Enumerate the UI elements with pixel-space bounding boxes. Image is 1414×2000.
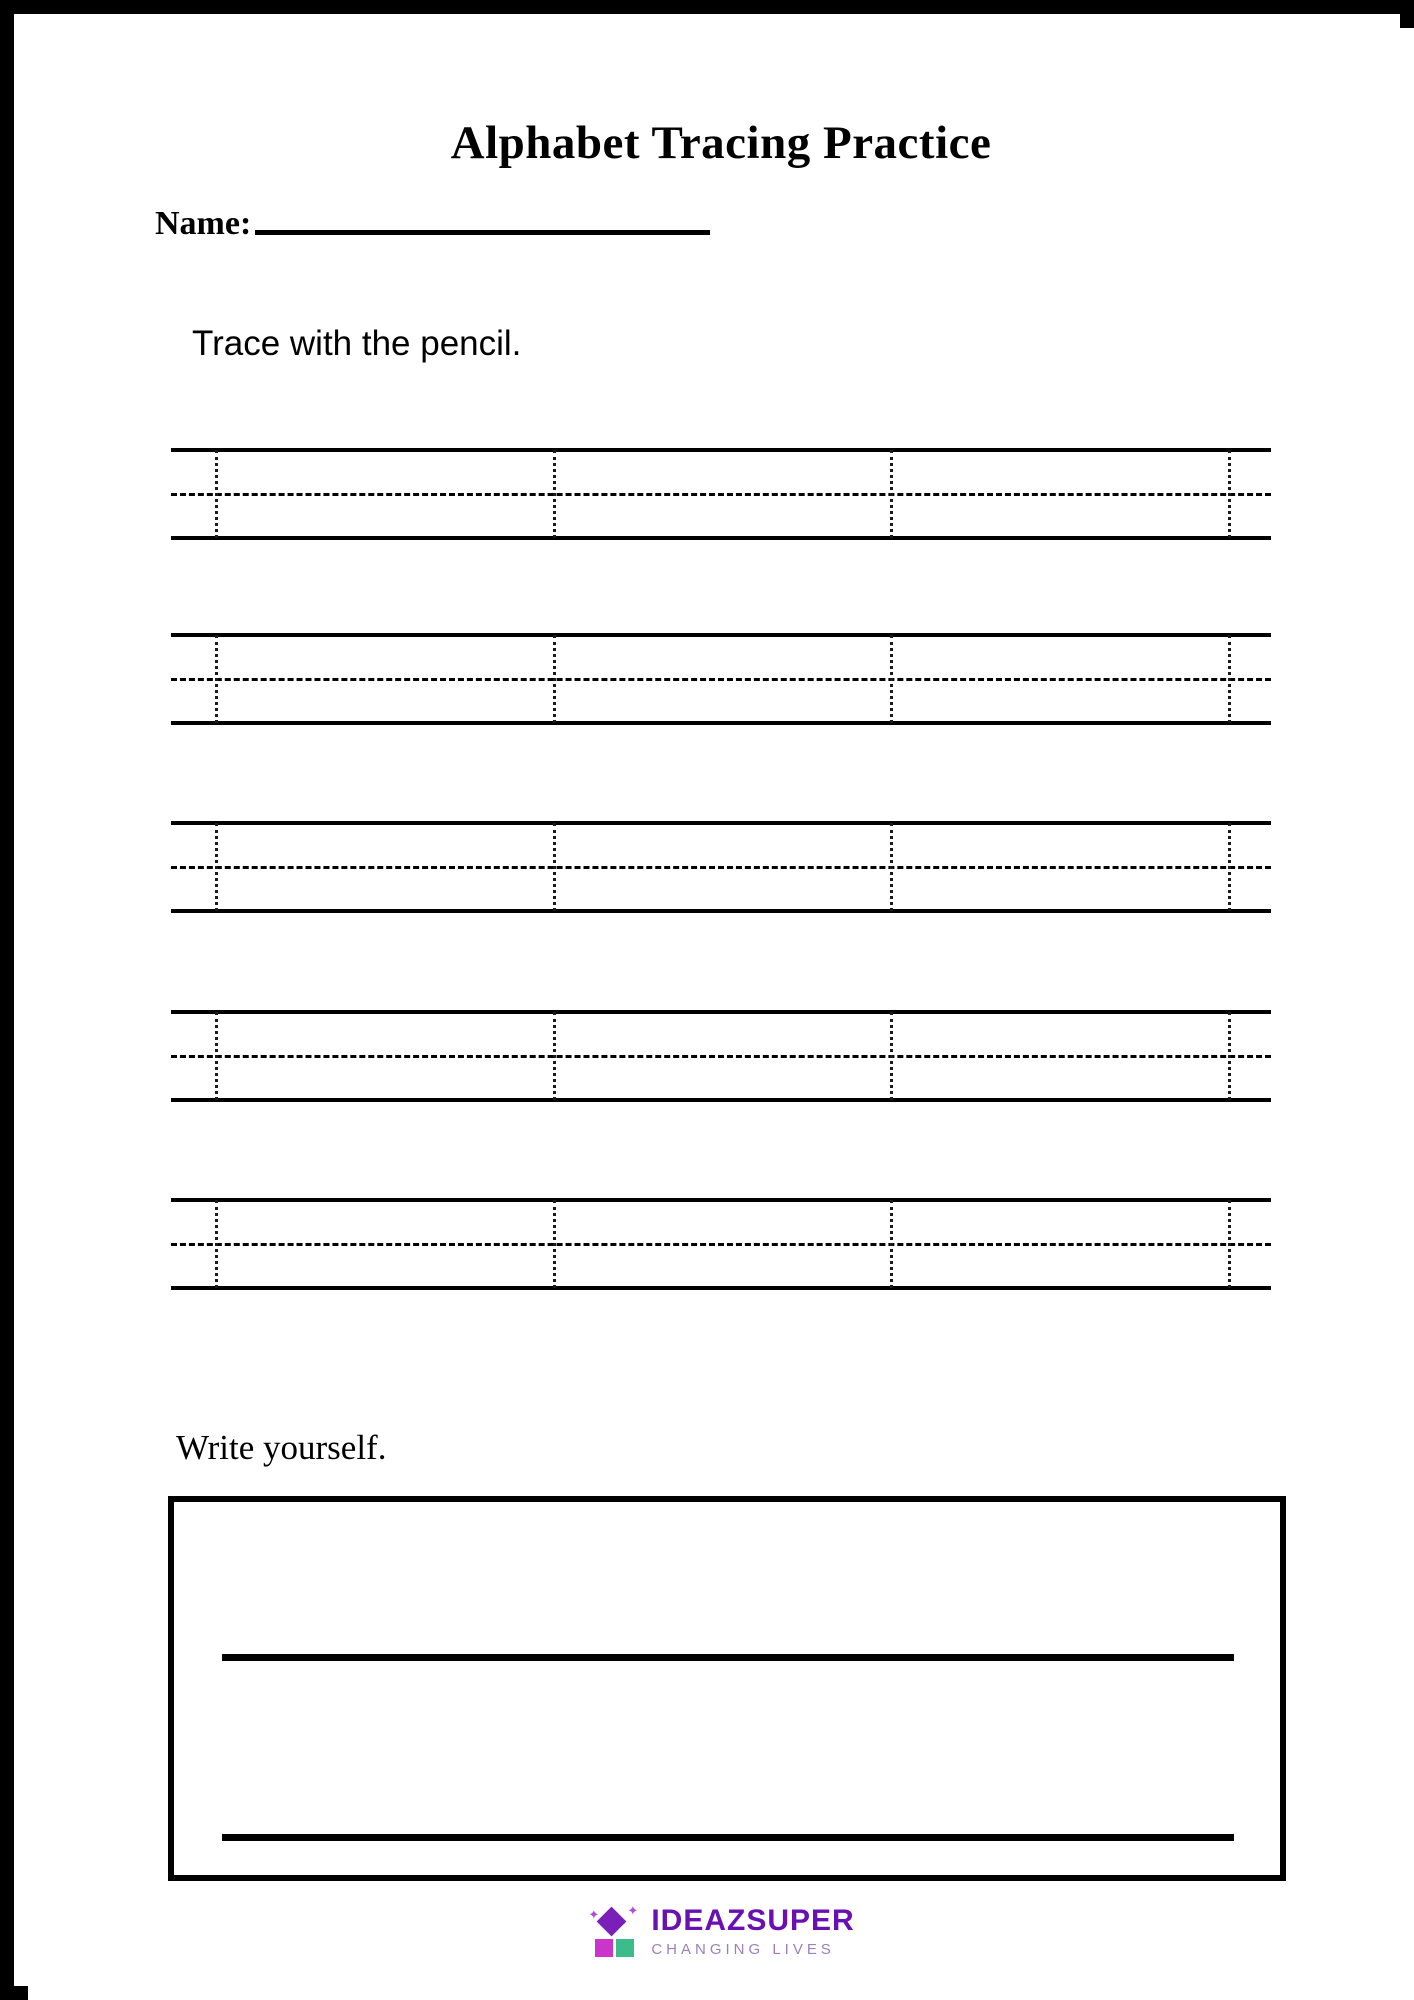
rule-tick xyxy=(890,1012,893,1100)
instruction-write: Write yourself. xyxy=(176,1428,387,1467)
rule-top-line xyxy=(171,821,1271,825)
rule-tick xyxy=(553,823,556,911)
trace-row-3[interactable] xyxy=(171,821,1271,913)
write-line xyxy=(222,1654,1234,1661)
rule-mid-dashed-line xyxy=(171,866,1271,869)
trace-row-1[interactable] xyxy=(171,448,1271,540)
rule-bottom-line xyxy=(171,536,1271,540)
rule-tick xyxy=(553,450,556,538)
write-line xyxy=(222,1834,1234,1841)
square-pink-icon xyxy=(595,1939,613,1957)
rule-tick xyxy=(215,450,218,538)
trace-row-5[interactable] xyxy=(171,1198,1271,1290)
sparkle-icon: ✦ xyxy=(627,1903,639,1918)
brand-tagline: CHANGING LIVES xyxy=(651,1940,835,1958)
rule-top-line xyxy=(171,448,1271,452)
worksheet-sheet xyxy=(28,28,1414,2000)
square-green-icon xyxy=(616,1939,634,1957)
rule-top-line xyxy=(171,633,1271,637)
name-input-blank[interactable] xyxy=(255,230,710,235)
rule-top-line xyxy=(171,1010,1271,1014)
ideazsuper-logo-icon xyxy=(587,1903,643,1959)
rule-tick xyxy=(890,1200,893,1288)
page-title: Alphabet Tracing Practice xyxy=(450,117,992,169)
rule-tick xyxy=(1228,823,1231,911)
name-label: Name: xyxy=(155,205,252,242)
rule-tick xyxy=(1228,1012,1231,1100)
rule-bottom-line xyxy=(171,721,1271,725)
rule-top-line xyxy=(171,1198,1271,1202)
rule-tick xyxy=(553,1200,556,1288)
rule-mid-dashed-line xyxy=(171,493,1271,496)
rule-tick xyxy=(553,635,556,723)
sparkle-icon: ✦ xyxy=(588,1907,600,1922)
trace-row-2[interactable] xyxy=(171,633,1271,725)
rule-mid-dashed-line xyxy=(171,1243,1271,1246)
rule-tick xyxy=(215,1200,218,1288)
rule-tick xyxy=(215,823,218,911)
diamond-icon xyxy=(597,1907,627,1937)
rule-tick xyxy=(215,1012,218,1100)
rule-tick xyxy=(1228,450,1231,538)
rule-bottom-line xyxy=(171,1286,1271,1290)
rule-mid-dashed-line xyxy=(171,678,1271,681)
rule-tick xyxy=(215,635,218,723)
write-yourself-box[interactable] xyxy=(168,1496,1286,1881)
footer-logo xyxy=(28,1903,1414,1959)
rule-mid-dashed-line xyxy=(171,1055,1271,1058)
instruction-trace: Trace with the pencil. xyxy=(192,324,522,363)
rule-tick xyxy=(890,450,893,538)
rule-tick xyxy=(1228,1200,1231,1288)
name-row xyxy=(155,207,710,241)
rule-bottom-line xyxy=(171,1098,1271,1102)
rule-tick xyxy=(1228,635,1231,723)
trace-row-4[interactable] xyxy=(171,1010,1271,1102)
brand-name: IDEAZSUPER xyxy=(651,1903,855,1937)
rule-tick xyxy=(890,823,893,911)
rule-tick xyxy=(553,1012,556,1100)
rule-tick xyxy=(890,635,893,723)
logo-text xyxy=(651,1903,855,1958)
rule-bottom-line xyxy=(171,909,1271,913)
